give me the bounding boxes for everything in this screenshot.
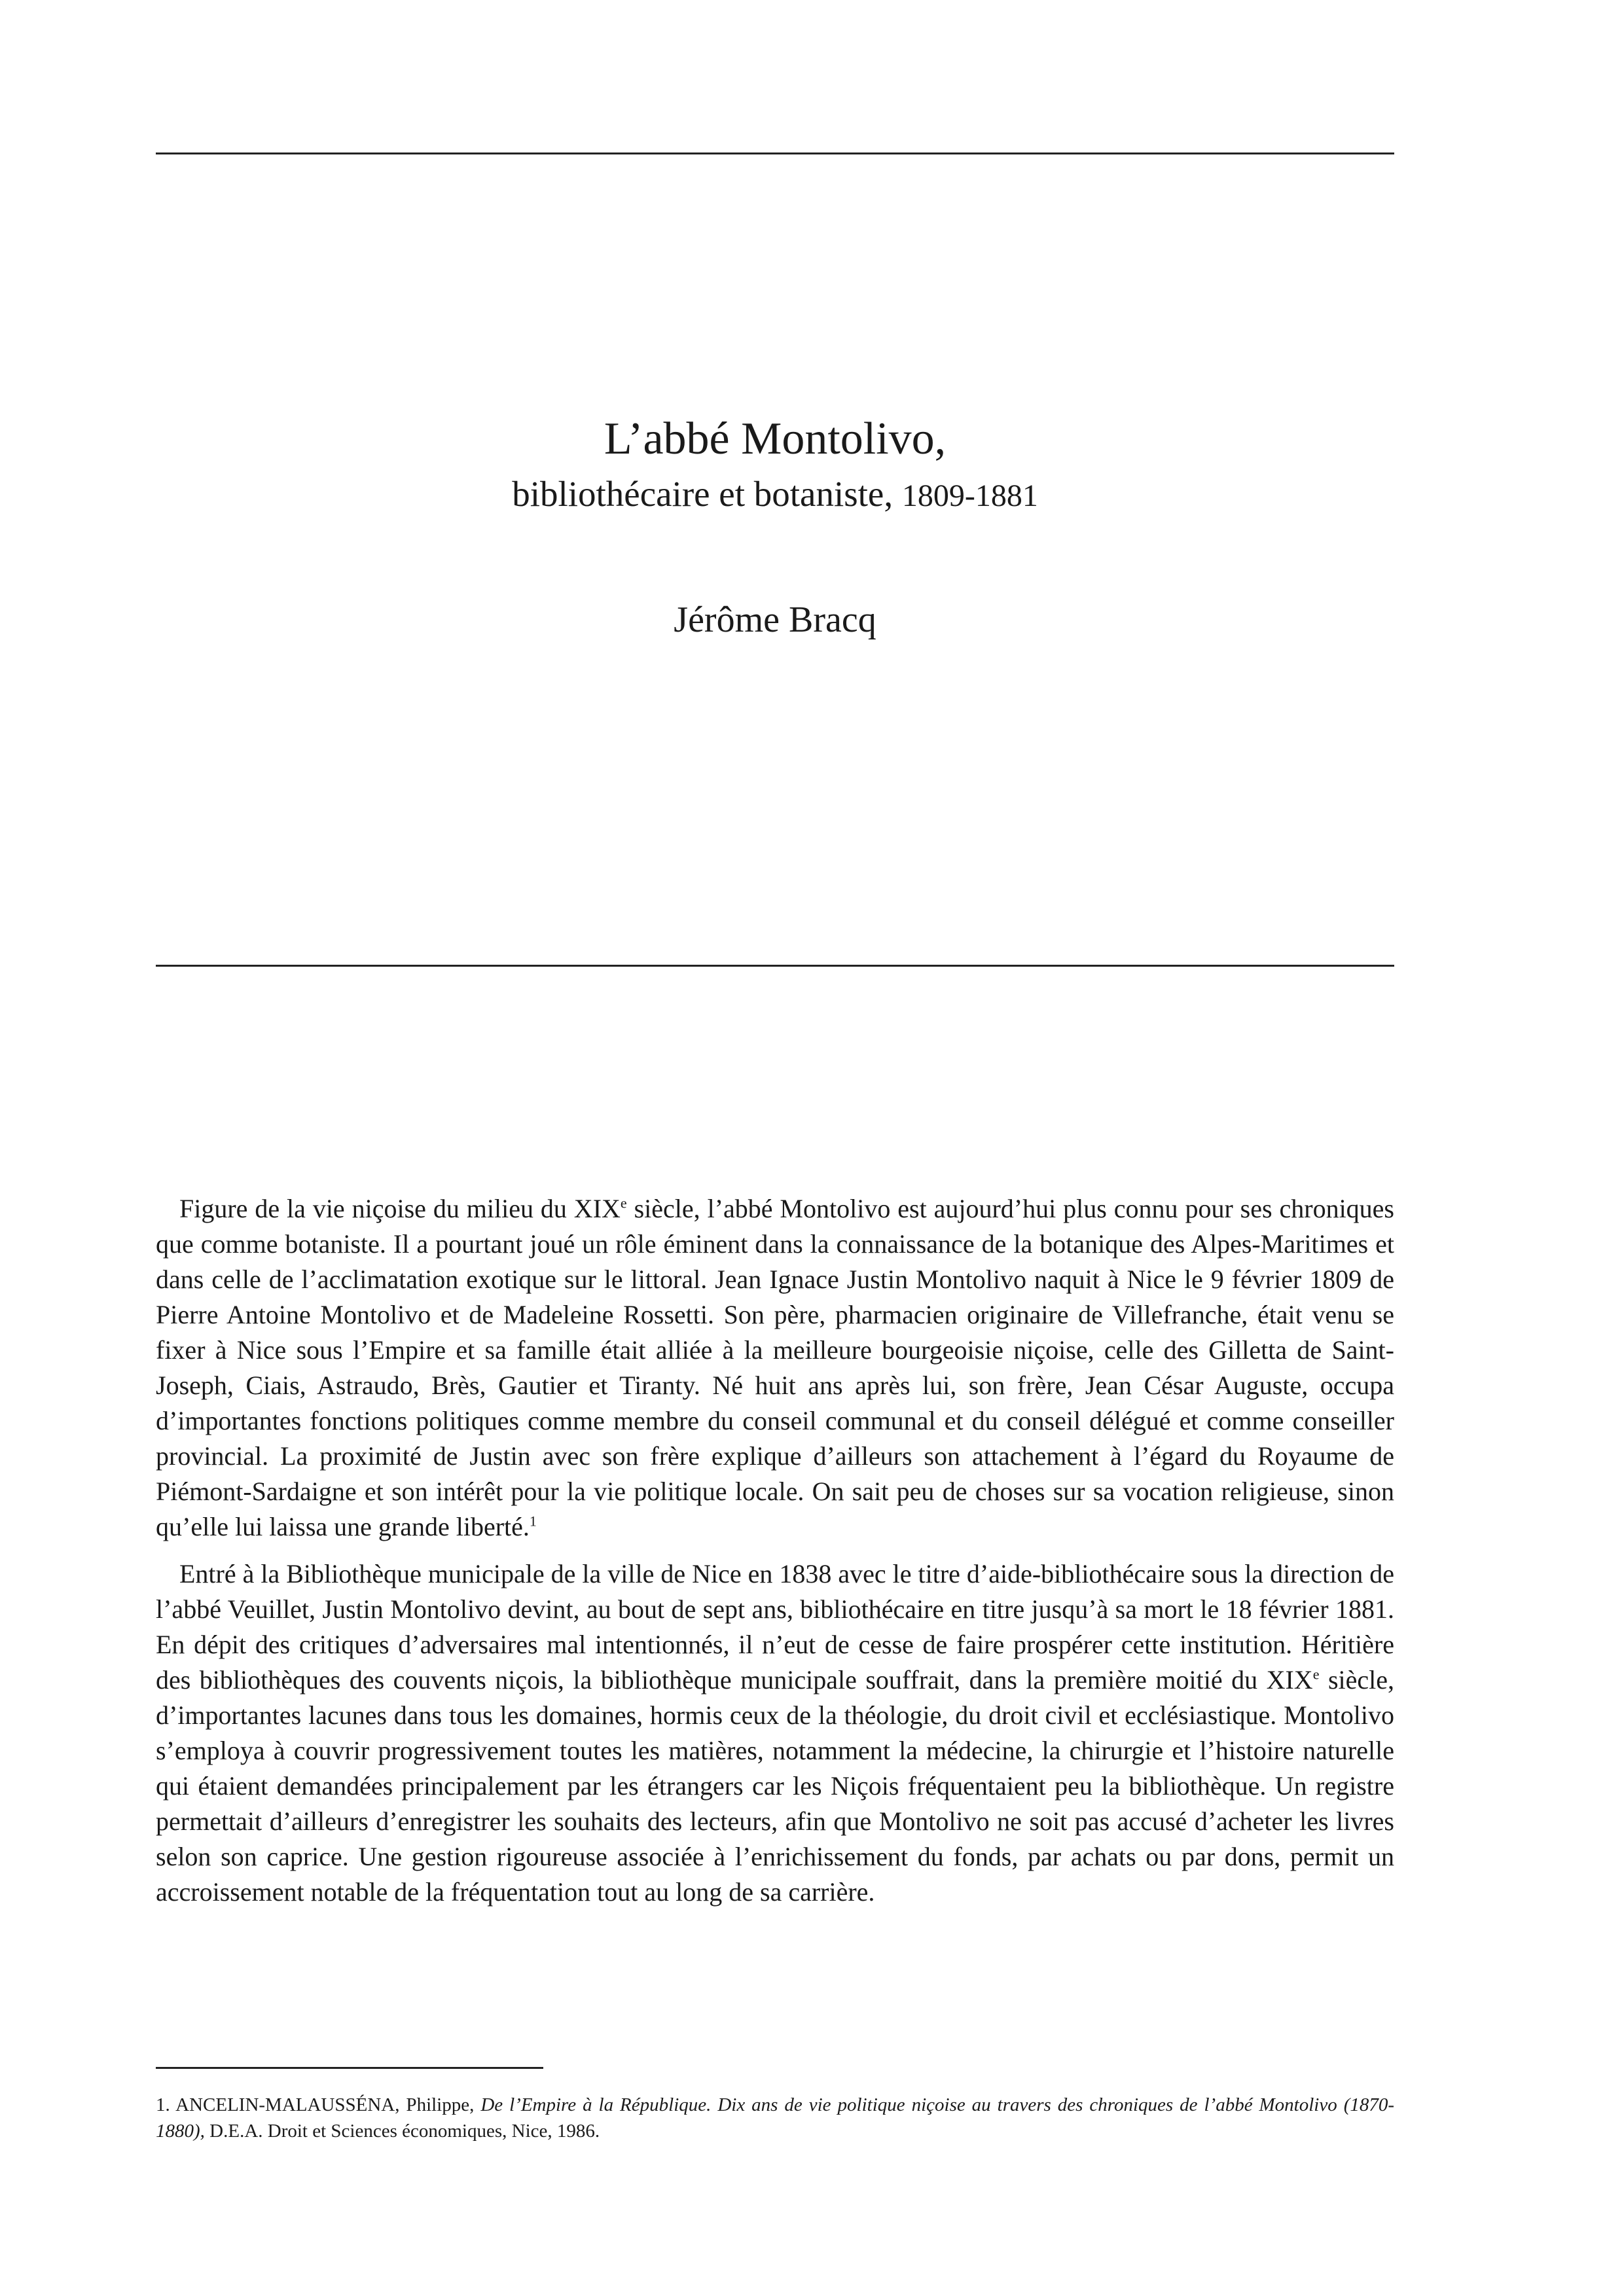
- footnote-work-title: De l’Empire à la République. Dix ans de vie politique niçoise au travers des chroniques de l’abbé Montolivo (1870-1880),: [156, 2094, 1395, 2142]
- title-section-rule: [156, 965, 1394, 967]
- para2-text-b: siècle, d’importantes lacunes dans tous les domaines, hormis ceux de la théologie, du droit civil et ecclésiastique. Montolivo s’employa à couvrir progressivement toutes les matières, notamment la médecine, la chirurgie et l’histoire naturelle qui étaient demandées principalement par les étrangers car les Niçois fréquentaient peu la bibliothèque. Un registre permettait d’ailleurs d’enregistrer les souhaits des lecteurs, afin que Montolivo ne soit pas accusé d’acheter les livres selon son caprice. Une gestion rigoureuse associée à l’enrichissement du fonds, par achats ou par dons, permit un accroissement notable de la fréquentation tout au long de sa carrière.: [156, 1665, 1394, 1907]
- para1-text-b: siècle, l’abbé Montolivo est aujourd’hui plus connu pour ses chroniques que comme botaniste. Il a pourtant joué un rôle éminent dans la connaissance de la botanique des Alpes-Maritimes et dans celle de l’acclimatation exotique sur le littoral. Jean Ignace Justin Montolivo naquit à Nice le 9 février 1809 de Pierre Antoine Montolivo et de Madeleine Rossetti. Son père, pharmacien originaire de Villefranche, était venu se fixer à Nice sous l’Empire et sa famille était alliée à la meilleure bourgeoisie niçoise, celle des Gilletta de Saint-Joseph, Ciais, Astraudo, Brès, Gautier et Tiranty. Né huit ans après lui, son frère, Jean César Auguste, occupa d’importantes fonctions politiques comme membre du conseil communal et du conseil délégué et comme conseiller provincial. La proximité de Justin avec son frère explique d’ailleurs son attachement à l’égard du Royaume de Piémont-Sardaigne et son intérêt pour la vie politique locale. On sait peu de choses sur sa vocation religieuse, sinon qu’elle lui laissa une grande liberté.: [156, 1194, 1394, 1541]
- century-superscript: e: [620, 1194, 627, 1211]
- body-paragraph-1: [156, 1191, 1394, 1545]
- subtitle-text: bibliothécaire et botaniste,: [512, 474, 893, 514]
- footnote-author: ANCELIN-MALAUSSÉNA, Philippe,: [175, 2094, 475, 2115]
- header-rule: [156, 152, 1394, 154]
- article-title: L’abbé Montolivo,: [604, 414, 947, 464]
- footnote-reference: 1: [529, 1513, 537, 1530]
- footnote-separator: [156, 2067, 543, 2069]
- footnote-number: 1.: [156, 2094, 170, 2115]
- article-author: Jérôme Bracq: [674, 600, 876, 640]
- article-body: [156, 1191, 1394, 1922]
- body-paragraph-2: [156, 1556, 1394, 1910]
- article-subtitle: [156, 469, 1394, 521]
- para1-text-a: Figure de la vie niçoise du milieu du XIX: [179, 1194, 621, 1223]
- article-dates: 1809-1881: [901, 478, 1038, 513]
- footnote-1: [156, 2092, 1394, 2144]
- title-block: [156, 409, 1394, 521]
- footnote-details: D.E.A. Droit et Sciences économiques, Nice, 1986.: [209, 2121, 600, 2142]
- century-superscript: e: [1312, 1666, 1320, 1683]
- para2-text-a: Entré à la Bibliothèque municipale de la ville de Nice en 1838 avec le titre d’aide-bibliothécaire sous la direction de l’abbé Veuillet, Justin Montolivo devint, au bout de sept ans, bibliothécaire en titre jusqu’à sa mort le 18 février 1881. En dépit des critiques d’adversaires mal intentionnés, il n’eut de cesse de faire prospérer cette institution. Héritière des bibliothèques des couvents niçois, la bibliothèque municipale souffrait, dans la première moitié du XIX: [156, 1559, 1394, 1695]
